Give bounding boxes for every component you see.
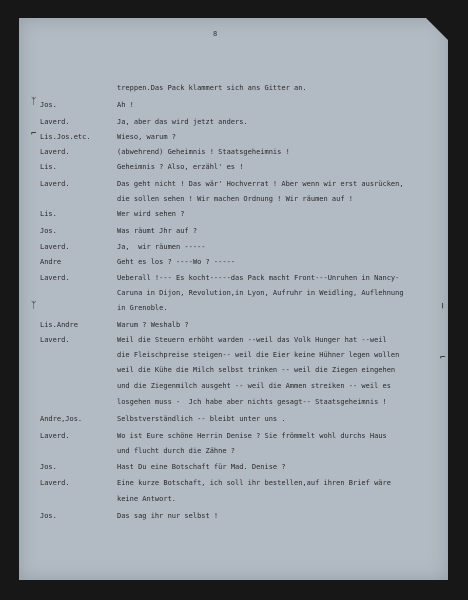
speaker: Jos. <box>40 101 57 109</box>
dialogue: treppen.Das Pack klammert sich ans Gitter an. <box>117 84 307 92</box>
script-line <box>0 334 468 346</box>
script-line <box>0 256 468 268</box>
script-line <box>0 82 468 94</box>
dialogue: Warum ? Weshalb ? <box>117 321 189 329</box>
speaker: Lis.Andre <box>40 321 78 329</box>
dialogue: Geheimnis ? Also, erzähl' es ! <box>117 163 244 171</box>
speaker: Andre <box>40 258 62 266</box>
script-line <box>0 396 468 408</box>
speaker: Laverd. <box>40 432 70 440</box>
dialogue: Hast Du eine Botschaft für Mad. Denise ? <box>117 463 286 471</box>
script-line <box>0 99 468 111</box>
script-line <box>0 413 468 425</box>
dialogue: weil die Kühe die Milch selbst trinken -- weil die Ziegen eingehen <box>117 366 396 374</box>
speaker: Laverd. <box>40 180 70 188</box>
speaker: Lis.Jos.etc. <box>40 133 91 141</box>
script-line <box>0 116 468 128</box>
dialogue: losgehen muss - Jch habe aber nichts gesagt-- Staatsgeheimnis ! <box>117 398 387 406</box>
script-line <box>0 477 468 489</box>
dialogue: Ueberall !--- Es kocht-----das Pack macht Front---Unruhen in Nancy- <box>117 274 400 282</box>
script-line <box>0 380 468 392</box>
script-line <box>0 299 468 314</box>
script-line <box>0 493 468 505</box>
dialogue: und flucht durch die Zähne ? <box>117 447 236 455</box>
dialogue: Wo ist Eure schöne Herrin Denise ? Sie frömmelt wohl durchs Haus <box>117 432 387 440</box>
speaker: Andre,Jos. <box>40 415 83 423</box>
dialogue: Weil die Steuern erhöht warden --weil das Volk Hunger hat --weil <box>117 336 387 344</box>
folded-corner <box>426 18 448 40</box>
margin-mark: ⌐ <box>31 129 37 139</box>
script-line <box>0 319 468 331</box>
dialogue: Das geht nicht ! Das wär' Hochverrat ! Aber wenn wir erst ausrücken, <box>117 180 404 188</box>
margin-mark: ᛉ <box>31 301 37 311</box>
speaker: Laverd. <box>40 243 70 251</box>
speaker: Jos. <box>40 463 57 471</box>
speaker: Laverd. <box>40 336 70 344</box>
script-line <box>0 430 468 442</box>
dialogue: Ja, wir räumen ----- <box>117 243 206 251</box>
dialogue: Caruna in Dijon, Revolution,in Lyon, Aufruhr in Weidling, Auflehnung <box>117 289 404 297</box>
script-line <box>0 178 468 190</box>
margin-mark: ⌐ <box>440 353 446 363</box>
margin-mark: ᛉ <box>31 97 37 107</box>
speaker: Laverd. <box>40 118 70 126</box>
speaker: Laverd. <box>40 479 70 487</box>
script-line <box>0 131 468 143</box>
dialogue: Was räumt Jhr auf ? <box>117 227 198 235</box>
dialogue: Wer wird sehen ? <box>117 210 185 218</box>
speaker: Laverd. <box>40 274 70 282</box>
margin-mark: ╷ <box>440 299 446 309</box>
dialogue: Selbstverständlich -- bleibt unter uns . <box>117 415 286 423</box>
script-line <box>0 241 468 253</box>
script-line <box>0 208 468 220</box>
script-line <box>0 146 468 158</box>
script-line <box>0 193 468 205</box>
dialogue: und die Ziegenmilch ausgeht -- weil die Ammen streiken -- weil es <box>117 382 391 390</box>
dialogue: die Fleischpreise steigen-- weil die Eier keine Hühner legen wollen <box>117 351 400 359</box>
script-line <box>0 510 468 522</box>
speaker: Lis. <box>40 210 57 218</box>
script-line <box>0 272 468 284</box>
script-line <box>0 461 468 473</box>
dialogue: die sollen sehen ! Wir machen Ordnung ! Wir räumen auf ! <box>117 195 354 203</box>
dialogue: Das sag ihr nur selbst ! <box>117 512 219 520</box>
dialogue: (abwehrend) Geheimnis ! Staatsgeheimnis ! <box>117 148 290 156</box>
script-line <box>0 349 468 361</box>
script-line <box>0 287 468 299</box>
speaker: Jos. <box>40 227 57 235</box>
dialogue: Ah ! <box>117 101 134 109</box>
script-line <box>0 364 468 376</box>
dialogue: Ja, aber das wird jetzt anders. <box>117 118 248 126</box>
speaker: Lis. <box>40 163 57 171</box>
page-number: 8 <box>213 30 218 38</box>
dialogue: Wieso, warum ? <box>117 133 177 141</box>
script-line <box>0 161 468 173</box>
speaker: Jos. <box>40 512 57 520</box>
script-line <box>0 445 468 457</box>
dialogue: in Grenoble. <box>117 304 168 312</box>
speaker: Laverd. <box>40 148 70 156</box>
script-line <box>0 225 468 237</box>
dialogue: Eine kurze Botschaft, ich soll ihr bestellen,auf ihren Brief wäre <box>117 479 391 487</box>
dialogue: Geht es los ? ----Wo ? ----- <box>117 258 236 266</box>
dialogue: keine Antwort. <box>117 495 177 503</box>
